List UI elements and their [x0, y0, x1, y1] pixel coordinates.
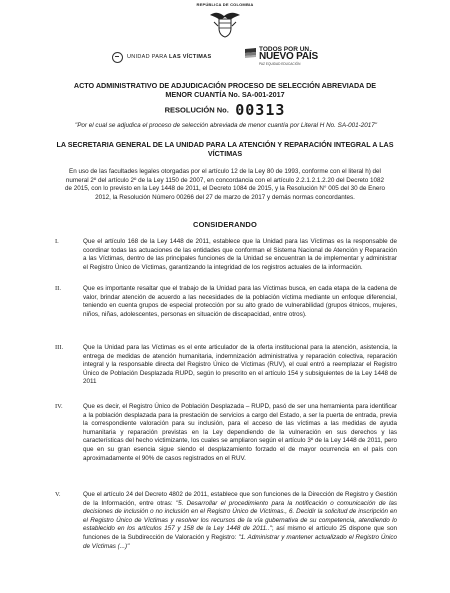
- item-text: Que es importante resaltar que el trabajo de la Unidad para las Víctimas busca, en cada etapa de la cadena de valor, brindar atención de acuerdo a las necesidades de la población víctima mediante un enfoque diferencial, teniendo en cuenta grupos de especial protección por su alto grado de vulnerabilidad (grupos étnicos, mujeres, niños, niñas, adolescentes, personas en situación de discapacidad, entre otros).: [83, 285, 397, 318]
- resolution-label: RESOLUCIÓN No.: [164, 105, 229, 115]
- gov-flag-logo-icon: [244, 47, 257, 58]
- item-text: Que es decir, el Registro Único de Población Desplazada – RUPD, pasó de ser una herramienta para identificar a la población desplazada para la prestación de servicios a cargo del Estado, a ser la puerta de entrada, previa la correspondiente valoración para su inclusión, para el acceso de las víctimas a las medidas de ayuda humanitaria y reparación previstas en la Ley dependiendo de la vulneración en sus derechos y las características del hecho victimizante, los cuales se ampliaron según el artículo 3º de la Ley 1448 de 2011, pero que en su gran esencia sigue siendo el desplazamiento forzado el de mayor ocurrencia en el país con aproximadamente el 90% de casos registrados en el RUV.: [83, 403, 397, 462]
- item-numeral: V.: [55, 491, 61, 498]
- gov-logo-line2: NUEVO PAÍS: [259, 51, 318, 62]
- unit-victims-logo-text: UNIDAD PARA LAS VÍCTIMAS: [127, 54, 212, 60]
- entity-heading: LA SECRETARIA GENERAL DE LA UNIDAD PARA LA ATENCIÓN Y REPARACIÓN INTEGRAL A LAS VÍCTIMAS: [56, 140, 394, 158]
- unit-victims-logo: [112, 51, 211, 63]
- preamble-paragraph: En uso de las facultades legales otorgadas por el artículo 12 de la Ley 80 de 1993, conforme con el literal h) del numeral 2º del artículo 2º de la Ley 1150 de 2007, en concordancia con el artículo 2.2.1.2.1.2.20 del Decreto 1082 de 2015, con lo previsto en la Ley 1448 de 2011, el Decreto 1084 de 2015, y la Resolución N° 005 del 30 de Enero 2012, la Resolución Número 00266 del 27 de marzo de 2017 y demás normas concordantes.: [65, 168, 385, 201]
- item-numeral: I.: [55, 238, 59, 245]
- gov-logo-line1: TODOS POR UN: [259, 46, 310, 53]
- resolution-number: 00313: [235, 101, 286, 119]
- item-numeral: II.: [55, 285, 61, 292]
- republic-label: REPÚBLICA DE COLOMBIA: [196, 2, 254, 7]
- considerando-heading: CONSIDERANDO: [192, 220, 258, 229]
- item-text: Que el artículo 24 del Decreto 4802 de 2011, establece que son funciones de la Dirección de Registro y Gestión de la Información, entre otras: "5. Desarrollar el procedimiento para la notificación o comunicación de las decisiones de inclusión o no inclusión en el Registro Único de Víctimas., 6. Decidir la solicitud de inscripción en el Registro Único de Víctimas y resolver los recursos de la vía gubernativa de su competencia, atendiendo lo establecido en los artículos 157 y 158 de la Ley 1448 de 2011.."; así mismo el artículo 25 dispone que son funciones de la Subdirección de Valoración y Registro: "1. Administrar y mantener actualizado el Registro Único de Víctimas (...)": [83, 491, 397, 550]
- unit-victims-logo-icon: [112, 52, 123, 63]
- item-numeral: IV.: [55, 403, 63, 410]
- item-numeral: III.: [55, 344, 64, 351]
- resolution-line: [0, 101, 450, 119]
- resolution-subject: "Por el cual se adjudica el proceso de selección abreviada de menor cuantía por Literal H No. SA-001-2017": [75, 122, 377, 129]
- act-title: ACTO ADMINISTRATIVO DE ADJUDICACIÓN PROCESO DE SELECCIÓN ABREVIADA DE MENOR CUANTÍA No. SA-001-2017: [73, 81, 377, 99]
- colombia-coat-of-arms-icon: [208, 8, 242, 38]
- item-text: Que la Unidad para las Víctimas es el ente articulador de la oferta institucional para la atención, asistencia, la entrega de medidas de atención humanitaria, indemnización administrativa y reparación colectiva, reparación integral y la responsable directa del Registro Único de Víctimas (RUV), el cual entró a reemplazar el Registro Único de Población Desplazada RUPD, según lo prescrito en el artículo 154 y subsiguientes de la Ley 1448 de 2011: [83, 344, 397, 386]
- item-text: Que el artículo 168 de la Ley 1448 de 2011, establece que la Unidad para las Víctimas es la responsable de coordinar todas las actuaciones de las entidades que conforman el Sistema Nacional de Atención y Reparación a las Víctimas, dentro de las principales funciones de la Unidad se encuentran la de implementar y administrar el Registro Único de Víctimas, garantizando la integridad de los registros actuales de la información.: [83, 238, 397, 271]
- gov-logo-line3: PAZ EQUIDAD EDUCACIÓN: [259, 62, 301, 66]
